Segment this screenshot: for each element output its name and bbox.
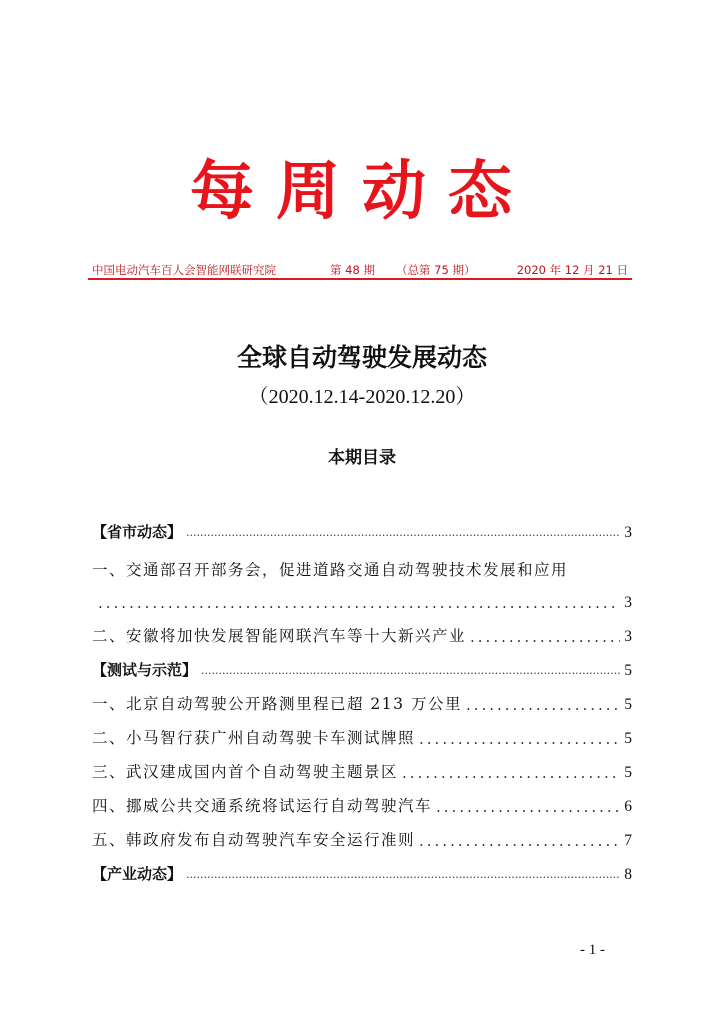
toc-leader (436, 798, 620, 816)
header-rule (88, 278, 632, 280)
toc-leader (186, 526, 620, 542)
toc-entry[interactable] (92, 782, 632, 816)
toc-entry-page: 8 (624, 866, 632, 883)
toc-entry-title: 【产业动态】 (92, 865, 183, 883)
toc-entry-page: 7 (624, 832, 632, 849)
toc-entry[interactable] (92, 680, 632, 714)
toc-entry-title: 三、武汉建成国内首个自动驾驶主题景区 (92, 763, 399, 781)
organization-name: 中国电动汽车百人会智能网联研究院 (92, 263, 276, 277)
toc-entry-page: 5 (624, 764, 632, 781)
toc-leader (419, 730, 620, 748)
total-issue-number: （总第 75 期） (396, 263, 476, 277)
issue-date: 2020 年 12 月 21 日 (516, 263, 628, 277)
document-period: （2020.12.14-2020.12.20） (248, 386, 476, 408)
toc-entry[interactable] (92, 748, 632, 782)
toc-leader (466, 696, 620, 714)
toc-entry[interactable] (92, 508, 632, 542)
toc-entry[interactable] (92, 646, 632, 680)
toc-entry-page: 5 (624, 696, 632, 713)
page-number: - 1 - (580, 942, 605, 958)
toc-entry-continuation[interactable] (92, 580, 632, 612)
toc-entry-page: 3 (624, 628, 632, 645)
toc-leader (98, 594, 620, 612)
toc-heading: 本期目录 (328, 448, 396, 468)
toc-leader (186, 868, 620, 884)
toc-leader (470, 628, 620, 646)
toc-entry-title: 一、北京自动驾驶公开路测里程已超 213 万公里 (92, 695, 462, 713)
toc-entry[interactable] (92, 850, 632, 884)
toc-entry[interactable] (92, 714, 632, 748)
toc-leader (419, 832, 620, 850)
toc-entry-title: 五、韩政府发布自动驾驶汽车安全运行准则 (92, 831, 416, 849)
issue-line (92, 262, 628, 278)
toc-entry-title: 【省市动态】 (92, 523, 183, 541)
toc-entry-page: 5 (624, 730, 632, 747)
toc-entry-page: 3 (624, 524, 632, 541)
document-title: 全球自动驾驶发展动态 (236, 343, 487, 372)
table-of-contents (92, 508, 632, 884)
toc-leader (402, 764, 620, 782)
toc-entry[interactable] (92, 542, 632, 580)
toc-leader (201, 664, 620, 680)
toc-entry[interactable] (92, 816, 632, 850)
toc-entry[interactable] (92, 612, 632, 646)
masthead-title: 每周动态 (190, 154, 534, 229)
toc-entry-title: 二、安徽将加快发展智能网联汽车等十大新兴产业 (92, 627, 467, 645)
toc-entry-page: 5 (624, 662, 632, 679)
toc-entry-title: 二、小马智行获广州自动驾驶卡车测试牌照 (92, 729, 416, 747)
toc-entry-title: 四、挪威公共交通系统将试运行自动驾驶汽车 (92, 797, 433, 815)
toc-entry-page: 6 (624, 798, 632, 815)
toc-entry-title: 【测试与示范】 (92, 661, 198, 679)
issue-number: 第 48 期 (330, 263, 375, 277)
toc-entry-title: 一、交通部召开部务会，促进道路交通自动驾驶技术发展和应用 (92, 561, 569, 579)
toc-entry-page: 3 (624, 594, 632, 611)
